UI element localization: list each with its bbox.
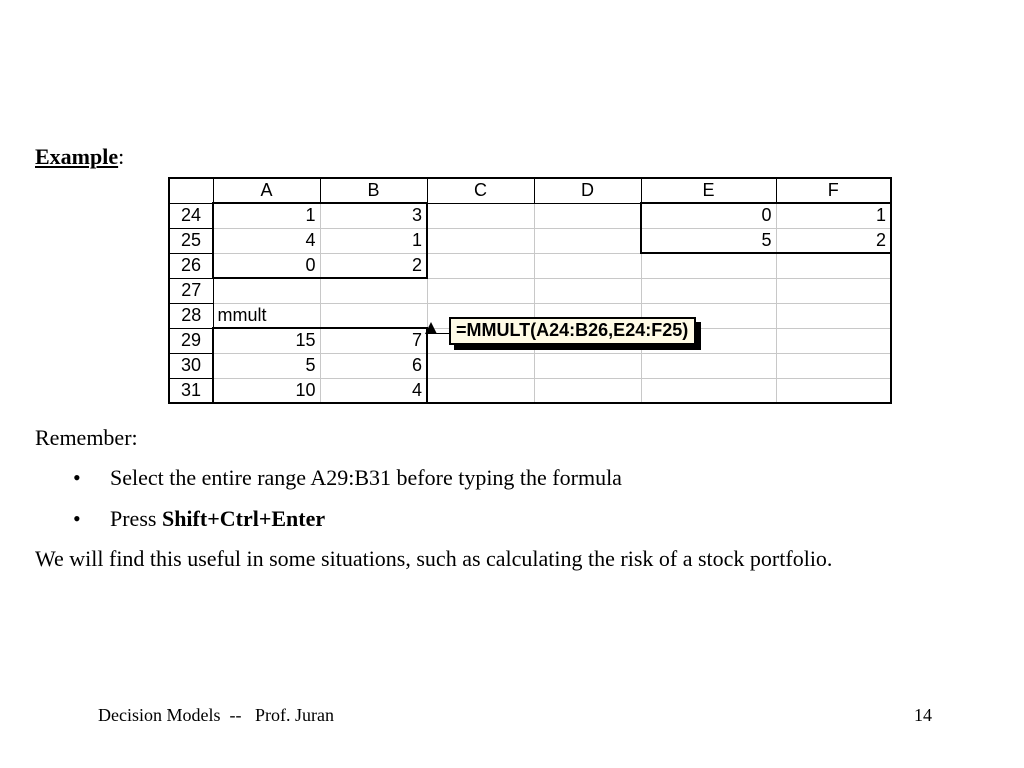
- cell-a27: [213, 278, 320, 303]
- column-header-a: A: [213, 178, 320, 203]
- row-header: 25: [169, 228, 213, 253]
- example-colon: :: [118, 144, 125, 169]
- column-header-c: C: [427, 178, 534, 203]
- column-header-b: B: [320, 178, 427, 203]
- cell-e31: [641, 378, 776, 403]
- body-paragraph: We will find this useful in some situations, such as calculating the risk of a stock portfolio.: [35, 546, 833, 571]
- bullet-prefix: Press: [110, 506, 162, 531]
- cell-b24: 3: [320, 203, 427, 228]
- cell-b25: 1: [320, 228, 427, 253]
- cell-a31: 10: [213, 378, 320, 403]
- cell-c27: [427, 278, 534, 303]
- callout-connector: [436, 333, 449, 334]
- row-header: 31: [169, 378, 213, 403]
- table-row: [169, 353, 891, 378]
- cell-e24: 0: [641, 203, 776, 228]
- cell-c24: [427, 203, 534, 228]
- cell-f28: [776, 303, 891, 328]
- cell-a24: 1: [213, 203, 320, 228]
- list-item: [73, 503, 325, 535]
- cell-a28: mmult: [213, 303, 320, 328]
- example-heading: [35, 144, 124, 170]
- cell-d24: [534, 203, 641, 228]
- footer-course: Decision Models -- Prof. Juran: [98, 705, 334, 725]
- cell-b29: 7: [320, 328, 427, 353]
- column-header-e: E: [641, 178, 776, 203]
- cell-f25: 2: [776, 228, 891, 253]
- cell-d26: [534, 253, 641, 278]
- cell-c26: [427, 253, 534, 278]
- table-row: [169, 228, 891, 253]
- cell-c30: [427, 353, 534, 378]
- cell-f31: [776, 378, 891, 403]
- row-header: 28: [169, 303, 213, 328]
- cell-d27: [534, 278, 641, 303]
- cell-d25: [534, 228, 641, 253]
- column-header-f: F: [776, 178, 891, 203]
- cell-a26: 0: [213, 253, 320, 278]
- cell-d31: [534, 378, 641, 403]
- page-number: 14: [914, 705, 932, 725]
- spreadsheet-grid: [168, 177, 892, 404]
- table-row: [169, 378, 891, 403]
- shortcut-keys: Shift+Ctrl+Enter: [161, 506, 326, 531]
- remember-label: Remember:: [35, 425, 138, 450]
- cell-f30: [776, 353, 891, 378]
- cell-f27: [776, 278, 891, 303]
- list-item: [73, 462, 622, 494]
- corner-cell: [169, 178, 213, 203]
- bullet-text: Select the entire range A29:B31 before typing the formula: [110, 465, 622, 490]
- cell-b26: 2: [320, 253, 427, 278]
- cell-e26: [641, 253, 776, 278]
- bullet-icon: •: [73, 465, 81, 490]
- cell-d30: [534, 353, 641, 378]
- table-row: [169, 203, 891, 228]
- cell-b27: [320, 278, 427, 303]
- cell-e30: [641, 353, 776, 378]
- cell-e27: [641, 278, 776, 303]
- cell-f29: [776, 328, 891, 353]
- cell-c31: [427, 378, 534, 403]
- formula-callout: =MMULT(A24:B26,E24:F25): [449, 317, 696, 345]
- cell-c25: [427, 228, 534, 253]
- cell-a29: 15: [213, 328, 320, 353]
- table-row: [169, 278, 891, 303]
- row-header: 30: [169, 353, 213, 378]
- table-row: [169, 253, 891, 278]
- example-label: Example: [35, 144, 119, 169]
- column-header-row: [169, 178, 891, 203]
- cell-e25: 5: [641, 228, 776, 253]
- cell-f26: [776, 253, 891, 278]
- bullet-icon: •: [73, 506, 81, 531]
- cell-f24: 1: [776, 203, 891, 228]
- row-header: 26: [169, 253, 213, 278]
- row-header: 27: [169, 278, 213, 303]
- row-header: 24: [169, 203, 213, 228]
- cell-a30: 5: [213, 353, 320, 378]
- cell-b30: 6: [320, 353, 427, 378]
- column-header-d: D: [534, 178, 641, 203]
- cell-a25: 4: [213, 228, 320, 253]
- cell-b31: 4: [320, 378, 427, 403]
- row-header: 29: [169, 328, 213, 353]
- cell-b28: [320, 303, 427, 328]
